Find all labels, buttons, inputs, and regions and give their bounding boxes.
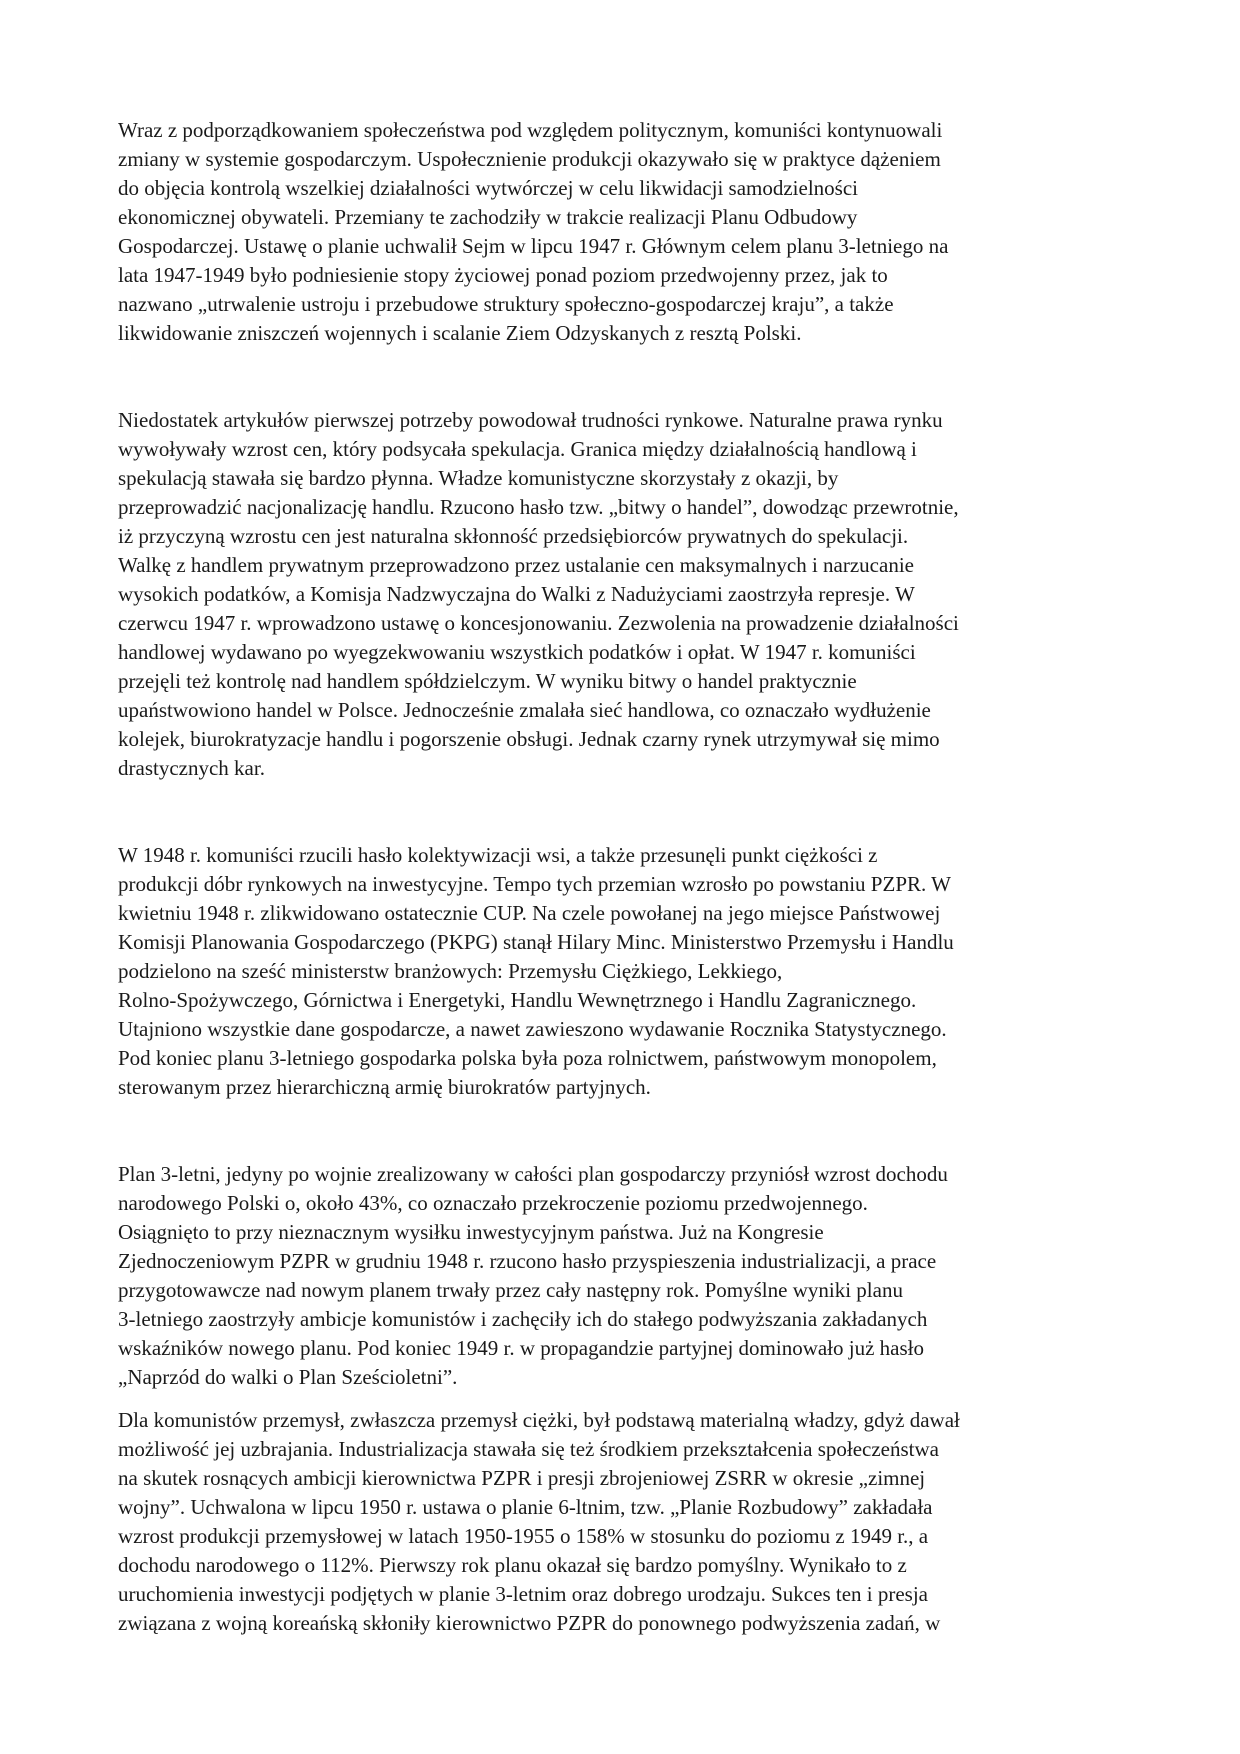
- paragraph-4: [118, 1160, 1128, 1392]
- paragraph-spacer: [118, 783, 1128, 841]
- text-line: przejęli też kontrolę nad handlem spółdzielczym. W wyniku bitwy o handel praktycznie: [118, 669, 857, 693]
- text-line: 3-letniego zaostrzyły ambicje komunistów i zachęciły ich do stałego podwyższania zakładanych: [118, 1307, 928, 1331]
- text-line: Plan 3-letni, jedyny po wojnie zrealizowany w całości plan gospodarczy przyniósł wzrost dochodu: [118, 1162, 948, 1186]
- text-line: związana z wojną koreańską skłoniły kierownictwo PZPR do ponownego podwyższenia zadań, w: [118, 1611, 941, 1635]
- text-line: ekonomicznej obywateli. Przemiany te zachodziły w trakcie realizacji Planu Odbudowy: [118, 205, 858, 229]
- text-line: wzrost produkcji przemysłowej w latach 1950-1955 o 158% w stosunku do poziomu z 1949 r., a: [118, 1524, 929, 1548]
- text-line: Pod koniec planu 3-letniego gospodarka polska była poza rolnictwem, państwowym monopolem,: [118, 1046, 937, 1070]
- text-line: zmiany w systemie gospodarczym. Uspołecznienie produkcji okazywało się w praktyce dążeniem: [118, 147, 941, 171]
- text-line: „Naprzód do walki o Plan Sześcioletni”.: [118, 1365, 458, 1389]
- text-line: W 1948 r. komuniści rzucili hasło kolektywizacji wsi, a także przesunęli punkt ciężkości z: [118, 843, 878, 867]
- text-line: lata 1947-1949 było podniesienie stopy życiowej ponad poziom przedwojenny przez, jak to: [118, 263, 888, 287]
- text-line: likwidowanie zniszczeń wojennych i scalanie Ziem Odzyskanych z resztą Polski.: [118, 321, 802, 345]
- text-line: Osiągnięto to przy nieznacznym wysiłku inwestycyjnym państwa. Już na Kongresie: [118, 1220, 824, 1244]
- paragraph-1: [118, 116, 1128, 348]
- text-line: kwietniu 1948 r. zlikwidowano ostatecznie CUP. Na czele powołanej na jego miejsce Państwowej: [118, 901, 941, 925]
- text-line: Niedostatek artykułów pierwszej potrzeby powodował trudności rynkowe. Naturalne prawa rynku: [118, 408, 943, 432]
- document-body: [118, 116, 1128, 1638]
- text-line: sterowanym przez hierarchiczną armię biurokratów partyjnych.: [118, 1075, 651, 1099]
- text-line: dochodu narodowego o 112%. Pierwszy rok planu okazał się bardzo pomyślny. Wynikało to z: [118, 1553, 907, 1577]
- paragraph-3: [118, 841, 1128, 1102]
- text-line: czerwcu 1947 r. wprowadzono ustawę o koncesjonowaniu. Zezwolenia na prowadzenie działalności: [118, 611, 959, 635]
- text-line: Rolno-Spożywczego, Górnictwa i Energetyki, Handlu Wewnętrznego i Handlu Zagranicznego.: [118, 988, 917, 1012]
- text-line: wywoływały wzrost cen, który podsycała spekulacja. Granica między działalnością handlową i: [118, 437, 917, 461]
- text-line: wysokich podatków, a Komisja Nadzwyczajna do Walki z Nadużyciami zaostrzyła represje. W: [118, 582, 915, 606]
- text-line: Gospodarczej. Ustawę o planie uchwalił Sejm w lipcu 1947 r. Głównym celem planu 3-letniego na: [118, 234, 949, 258]
- text-line: przygotowawcze nad nowym planem trwały przez cały następny rok. Pomyślne wyniki planu: [118, 1278, 903, 1302]
- text-line: Komisji Planowania Gospodarczego (PKPG) stanął Hilary Minc. Ministerstwo Przemysłu i Handlu: [118, 930, 954, 954]
- text-line: upaństwowiono handel w Polsce. Jednocześnie zmalała sieć handlowa, co oznaczało wydłużenie: [118, 698, 931, 722]
- text-line: Walkę z handlem prywatnym przeprowadzono przez ustalanie cen maksymalnych i narzucanie: [118, 553, 914, 577]
- paragraph-spacer: [118, 348, 1128, 406]
- text-line: nazwano „utrwalenie ustroju i przebudowe struktury społeczno-gospodarczej kraju”, a także: [118, 292, 894, 316]
- text-line: handlowej wydawano po wyegzekwowaniu wszystkich podatków i opłat. W 1947 r. komuniści: [118, 640, 916, 664]
- text-line: możliwość jej uzbrajania. Industrializacja stawała się też środkiem przekształcenia społeczeństwa: [118, 1437, 939, 1461]
- text-line: iż przyczyną wzrostu cen jest naturalna skłonność przedsiębiorców prywatnych do spekulacji.: [118, 524, 909, 548]
- paragraph-5: [118, 1406, 1128, 1638]
- text-line: na skutek rosnących ambicji kierownictwa PZPR i presji zbrojeniowej ZSRR w okresie „zimnej: [118, 1466, 926, 1490]
- text-line: wojny”. Uchwalona w lipcu 1950 r. ustawa o planie 6-ltnim, tzw. „Planie Rozbudowy” zakładała: [118, 1495, 933, 1519]
- text-line: drastycznych kar.: [118, 756, 265, 780]
- paragraph-spacer: [118, 1392, 1128, 1406]
- text-line: Zjednoczeniowym PZPR w grudniu 1948 r. rzucono hasło przyspieszenia industrializacji, a prace: [118, 1249, 937, 1273]
- text-line: Utajniono wszystkie dane gospodarcze, a nawet zawieszono wydawanie Rocznika Statystycznego.: [118, 1017, 947, 1041]
- text-line: uruchomienia inwestycji podjętych w planie 3-letnim oraz dobrego urodzaju. Sukces ten i presja: [118, 1582, 929, 1606]
- text-line: produkcji dóbr rynkowych na inwestycyjne. Tempo tych przemian wzrosło po powstaniu PZPR. W: [118, 872, 951, 896]
- text-line: kolejek, biurokratyzacje handlu i pogorszenie obsługi. Jednak czarny rynek utrzymywał się mimo: [118, 727, 940, 751]
- paragraph-spacer: [118, 1102, 1128, 1160]
- text-line: wskaźników nowego planu. Pod koniec 1949 r. w propagandzie partyjnej dominowało już hasło: [118, 1336, 924, 1360]
- text-line: narodowego Polski o, około 43%, co oznaczało przekroczenie poziomu przedwojennego.: [118, 1191, 868, 1215]
- text-line: spekulacją stawała się bardzo płynna. Władze komunistyczne skorzystały z okazji, by: [118, 466, 839, 490]
- text-line: Dla komunistów przemysł, zwłaszcza przemysł ciężki, był podstawą materialną władzy, gdyż dawał: [118, 1408, 960, 1432]
- text-line: do objęcia kontrolą wszelkiej działalności wytwórczej w celu likwidacji samodzielności: [118, 176, 859, 200]
- text-line: podzielono na sześć ministerstw branżowych: Przemysłu Ciężkiego, Lekkiego,: [118, 959, 783, 983]
- text-line: przeprowadzić nacjonalizację handlu. Rzucono hasło tzw. „bitwy o handel”, dowodząc przewrotnie,: [118, 495, 959, 519]
- paragraph-2: [118, 406, 1128, 783]
- text-line: Wraz z podporządkowaniem społeczeństwa pod względem politycznym, komuniści kontynuowali: [118, 118, 943, 142]
